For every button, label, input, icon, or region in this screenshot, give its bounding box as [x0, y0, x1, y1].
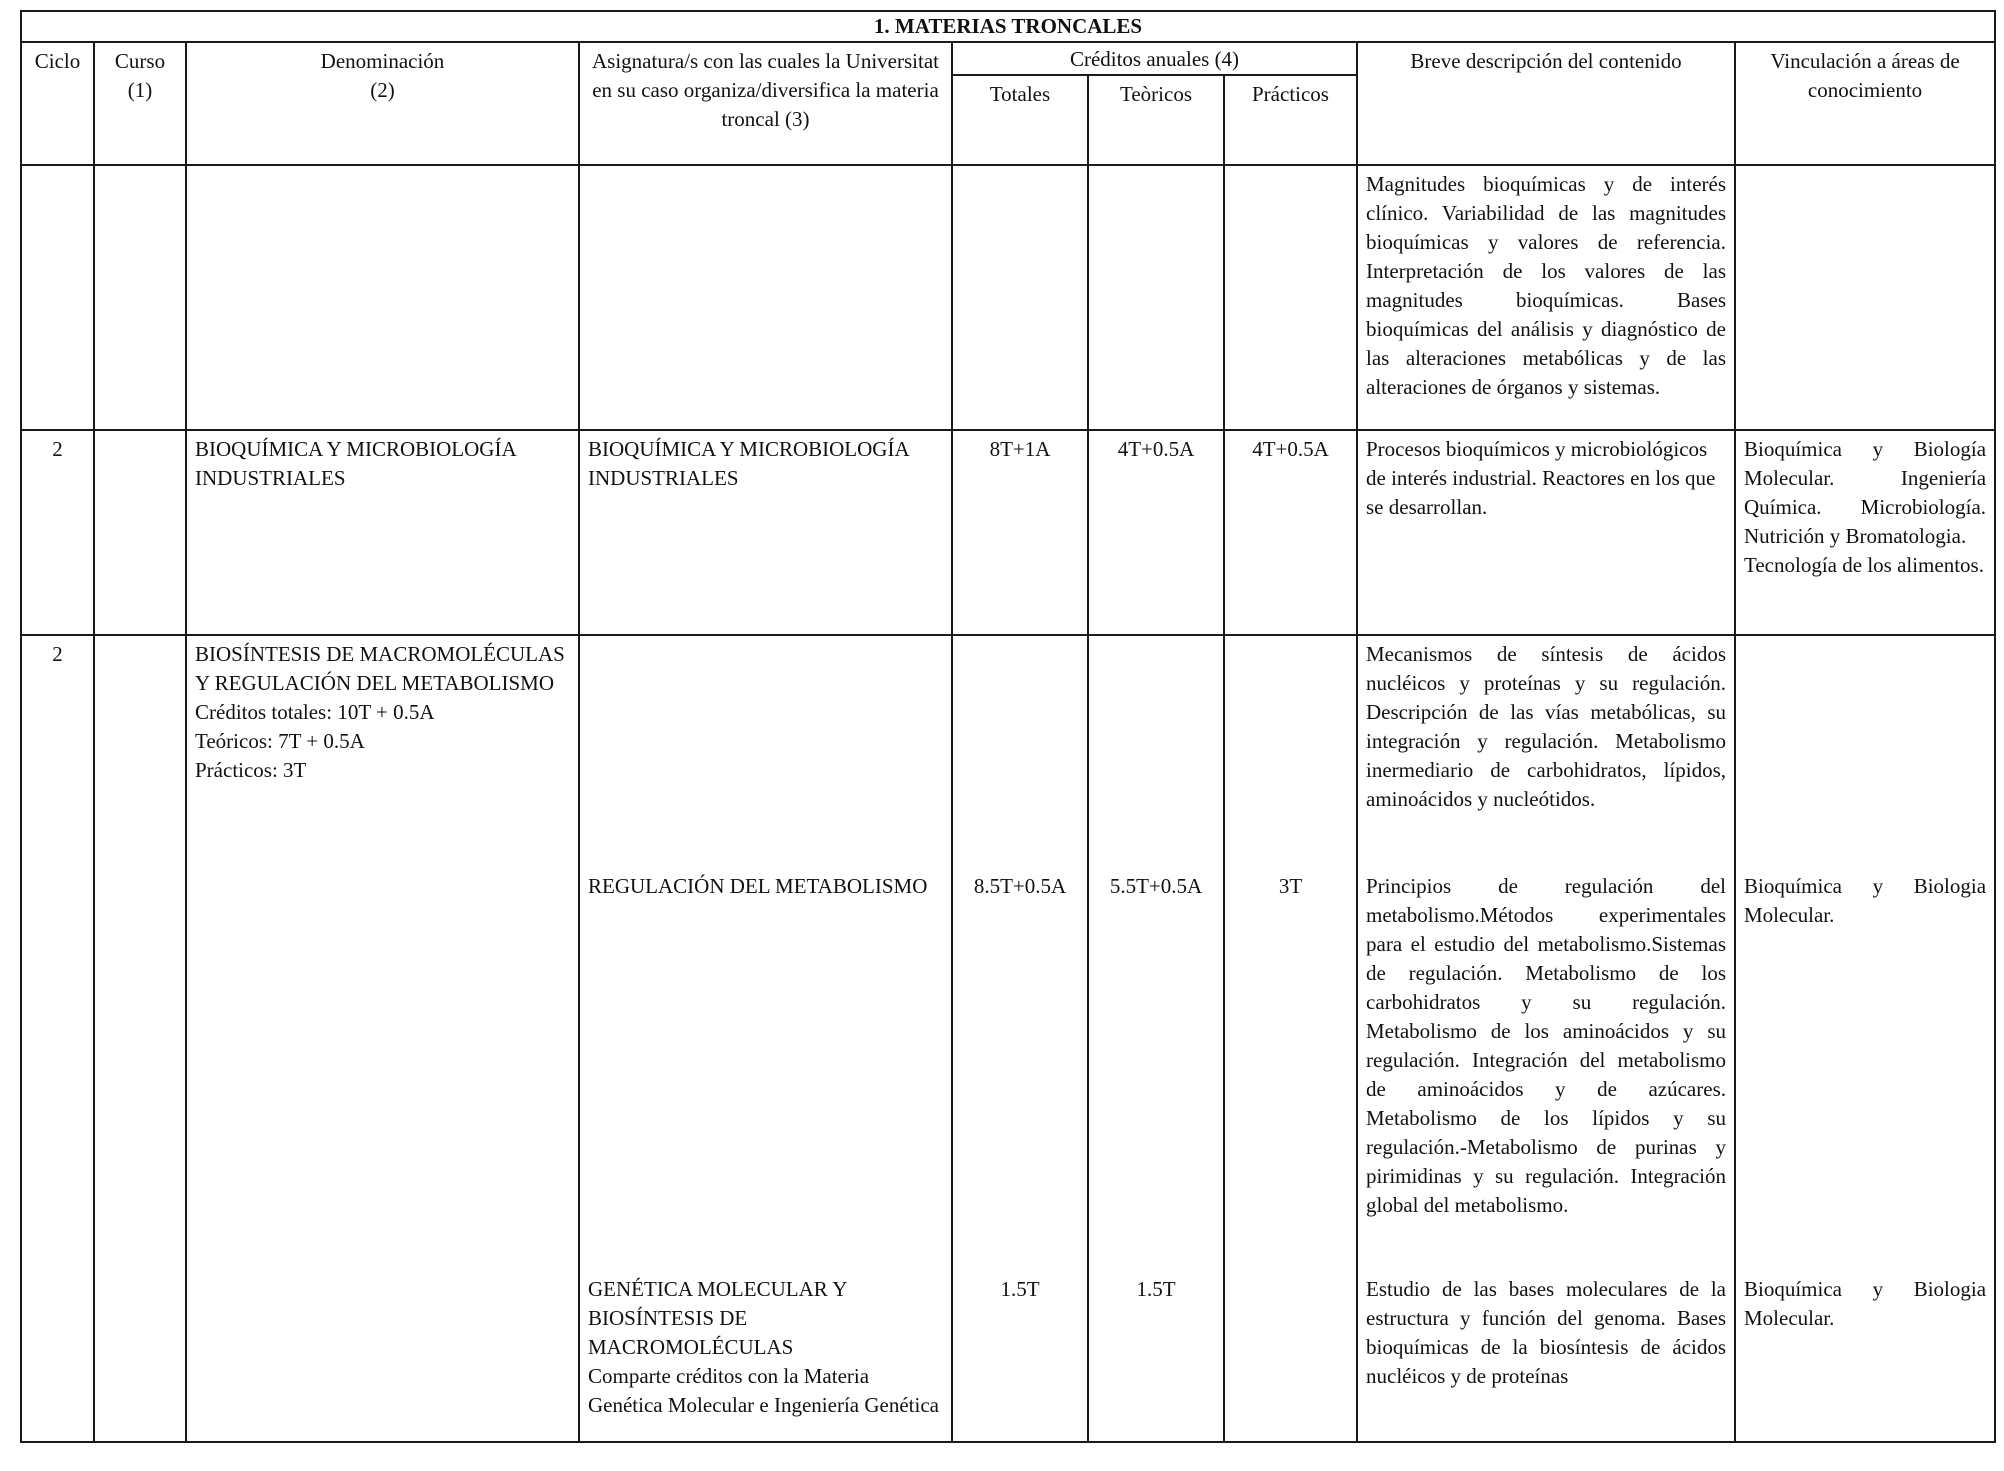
cell-practicos: 4T+0.5A [1224, 430, 1357, 635]
value-totales-genetica: 1.5T [1000, 1277, 1040, 1301]
section-title: 1. MATERIAS TRONCALES [21, 11, 1995, 42]
header-teoricos: Teòricos [1088, 75, 1224, 165]
subject-note: Comparte créditos con la Materia Genética Molecular e Ingeniería Genética [588, 1364, 939, 1417]
cell-teoricos [1088, 165, 1224, 430]
cell-vinculacion [1735, 635, 1995, 1442]
spacer [961, 640, 1079, 872]
value-practicos-regulacion: 3T [1278, 874, 1303, 898]
denominacion-title: BIOSÍNTESIS DE MACROMOLÉCULAS Y REGULACIÓN DEL METABOLISMO [195, 642, 565, 695]
header-practicos: Prácticos [1224, 75, 1357, 165]
cell-descripcion: Procesos bioquímicos y microbiológicos de interés industrial. Reactores en los que se desarrollan. [1357, 430, 1735, 635]
cell-teoricos [1088, 635, 1224, 1442]
table-row-continuation [21, 165, 1995, 430]
header-descripcion: Breve descripción del contenido [1357, 42, 1735, 165]
vinculacion-tecnologia: Tecnología de los alimentos. [1744, 553, 1984, 577]
vinculacion-genetica: Bioquímica y Biologia Molecular. [1744, 1277, 1987, 1330]
header-curso-label: Curso [114, 49, 166, 73]
cell-practicos [1224, 165, 1357, 430]
cell-ciclo: 2 [21, 430, 94, 635]
cell-descripcion: Magnitudes bioquímicas y de interés clínico. Variabilidad de las magnitudes bioquímicas y valores de referencia. Interpretación de los valores de las magnitudes bioquímicas. Bases bioquímicas del análisis y diagnóstico de las alteraciones metabólicas y de las alteraciones de órganos y sistemas. [1357, 165, 1735, 430]
value-teoricos-genetica: 1.5T [1136, 1277, 1176, 1301]
descripcion-regulacion: Principios de regulación del metabolismo.Métodos experimentales para el estudio del metabolismo.Sistemas de regulación. Metabolismo de los carbohidratos y su regulación. Metabolismo de los aminoácidos y su regulación. Integración del metabolismo de aminoácidos y de azúcares. Metabolismo de los lípidos y su regulación.-Metabolismo de purinas y pirimidinas y su regulación. Integración global del metabolismo. [1366, 874, 1726, 1217]
subject-title: GENÉTICA MOLECULAR Y BIOSÍNTESIS DE MACROMOLÉCULAS [588, 1277, 847, 1359]
cell-denominacion: BIOQUÍMICA Y MICROBIOLOGÍA INDUSTRIALES [186, 430, 579, 635]
header-denominacion-note: (2) [370, 78, 395, 102]
cell-vinculacion [1735, 165, 1995, 430]
descripcion-biosintesis: Mecanismos de síntesis de ácidos nucléicos y proteínas y su regulación. Descripción de las vías metabólicas, su integración y regulación. Metabolismo inermediario de carbohidratos, lípidos, aminoácidos y nucleótidos. [1366, 642, 1726, 811]
cell-ciclo: 2 [21, 635, 94, 1442]
header-denominacion-label: Denominación [320, 49, 445, 73]
cell-denominacion [186, 165, 579, 430]
vinculacion-regulacion: Bioquímica y Biologia Molecular. [1744, 874, 1987, 927]
header-creditos: Créditos anuales (4) [952, 42, 1357, 75]
cell-totales [952, 635, 1088, 1442]
table-row-bioquimica [21, 430, 1995, 635]
document-page [20, 10, 1994, 1440]
header-ciclo: Ciclo [21, 42, 94, 165]
vinculacion-areas: Bioquímica y Biología Molecular. Ingeniería Química. Microbiología. Nutrición y Bromatologia. [1744, 437, 1987, 548]
table-row-biosintesis [21, 635, 1995, 1442]
subject-genetica [588, 1275, 943, 1420]
cell-curso [94, 430, 186, 635]
cell-curso [94, 165, 186, 430]
cell-descripcion [1357, 635, 1735, 1442]
cell-denominacion [186, 635, 579, 1442]
header-curso [94, 42, 186, 165]
cell-totales: 8T+1A [952, 430, 1088, 635]
header-row [21, 42, 1995, 75]
spacer [1097, 640, 1215, 872]
cell-totales [952, 165, 1088, 430]
subject-title: REGULACIÓN DEL METABOLISMO [588, 874, 928, 898]
cell-curso [94, 635, 186, 1442]
cell-vinculacion [1735, 430, 1995, 635]
cell-asignatura: BIOQUÍMICA Y MICROBIOLOGÍA INDUSTRIALES [579, 430, 952, 635]
cell-practicos [1224, 635, 1357, 1442]
header-denominacion [186, 42, 579, 165]
title-row [21, 11, 1995, 42]
header-asignatura: Asignatura/s con las cuales la Universitat en su caso organiza/diversifica la materia troncal (3) [579, 42, 952, 165]
cell-ciclo [21, 165, 94, 430]
spacer [1744, 640, 1986, 872]
cell-asignatura [579, 165, 952, 430]
creditos-practicos: Prácticos: 3T [195, 758, 307, 782]
descripcion-genetica: Estudio de las bases moleculares de la estructura y función del genoma. Bases bioquímicas de la biosíntesis de ácidos nucléicos y de proteínas [1366, 1277, 1726, 1388]
spacer [1233, 640, 1348, 872]
subject-regulacion [588, 872, 943, 1275]
creditos-teoricos: Teóricos: 7T + 0.5A [195, 729, 365, 753]
header-vinculacion: Vinculación a áreas de conocimiento [1735, 42, 1995, 165]
value-teoricos-regulacion: 5.5T+0.5A [1109, 874, 1203, 898]
spacer [588, 640, 943, 872]
creditos-totales: Créditos totales: 10T + 0.5A [195, 700, 435, 724]
header-totales: Totales [952, 75, 1088, 165]
cell-asignatura [579, 635, 952, 1442]
materias-troncales-table [20, 10, 1996, 1443]
header-curso-note: (1) [127, 78, 153, 102]
cell-teoricos: 4T+0.5A [1088, 430, 1224, 635]
value-totales-regulacion: 8.5T+0.5A [973, 874, 1067, 898]
